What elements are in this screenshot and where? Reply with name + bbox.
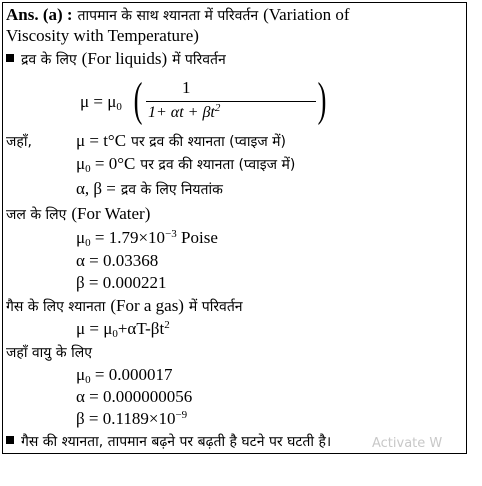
definition-mu: μ = t°C पर द्रव की श्यानता (प्वाइज में) [76, 131, 287, 150]
gas-formula: $\mu = \mu_0+\alpha T-\beta t^2$ [76, 319, 170, 340]
heading-english-1: (Variation of [263, 5, 350, 24]
gas-alpha: α = 0.000000056 [76, 387, 193, 406]
liquids-english: (For liquids) [81, 49, 168, 68]
conclusion-bullet [6, 432, 331, 451]
gas-label: गैस के लिए श्यानता (For a gas) में परिवर्तन [6, 296, 243, 315]
water-beta: β = 0.000221 [76, 273, 167, 292]
water-mu0: $\mu_0 = 1.79\times 10^{-3}$ Poise [76, 228, 218, 249]
liquids-hindi-b: में परिवर्तन [172, 52, 226, 68]
formula-fraction-bar [146, 101, 316, 102]
answer-heading [6, 6, 350, 25]
heading-english-2: Viscosity with Temperature) [6, 26, 199, 45]
answer-heading-line2 [6, 27, 199, 45]
heading-hindi: तापमान के साथ श्यानता में परिवर्तन [77, 8, 259, 24]
formula-lhs: $\mu = \mu_0$ [80, 92, 122, 113]
activation-watermark: Activate W [372, 436, 443, 451]
where-label: जहाँ, [6, 134, 32, 150]
bullet-square-icon [6, 54, 14, 62]
answer-box [2, 2, 467, 454]
conclusion-text: गैस की श्यानता, तापमान बढ़ने पर बढ़ती है घटने पर घटती है। [21, 434, 332, 450]
formula-left-paren: ( [133, 73, 143, 126]
gas-where-air: जहाँ वायु के लिए [6, 345, 92, 361]
liquids-bullet [6, 50, 226, 69]
definition-mu0: $\mu_0 = 0^\circ C$ पर द्रव की श्यानता (प्वाइज में) [76, 154, 296, 175]
bullet-square-icon [6, 436, 14, 444]
formula-denominator: $1+ \alpha t + \beta t^2$ [148, 102, 221, 121]
formula-numerator: 1 [182, 78, 191, 97]
water-label: जल के लिए (For Water) [6, 204, 151, 223]
gas-mu0: $\mu_0 = 0.000017$ [76, 365, 173, 386]
formula-right-paren: ) [317, 73, 327, 126]
liquids-hindi-a: द्रव के लिए [21, 52, 77, 68]
definition-constants: α, β = द्रव के लिए नियतांक [76, 179, 223, 198]
gas-beta: $\beta = 0.1189\times 10^{-9}$ [76, 409, 188, 428]
answer-label: Ans. (a) : [6, 5, 73, 24]
water-alpha: α = 0.03368 [76, 251, 159, 270]
